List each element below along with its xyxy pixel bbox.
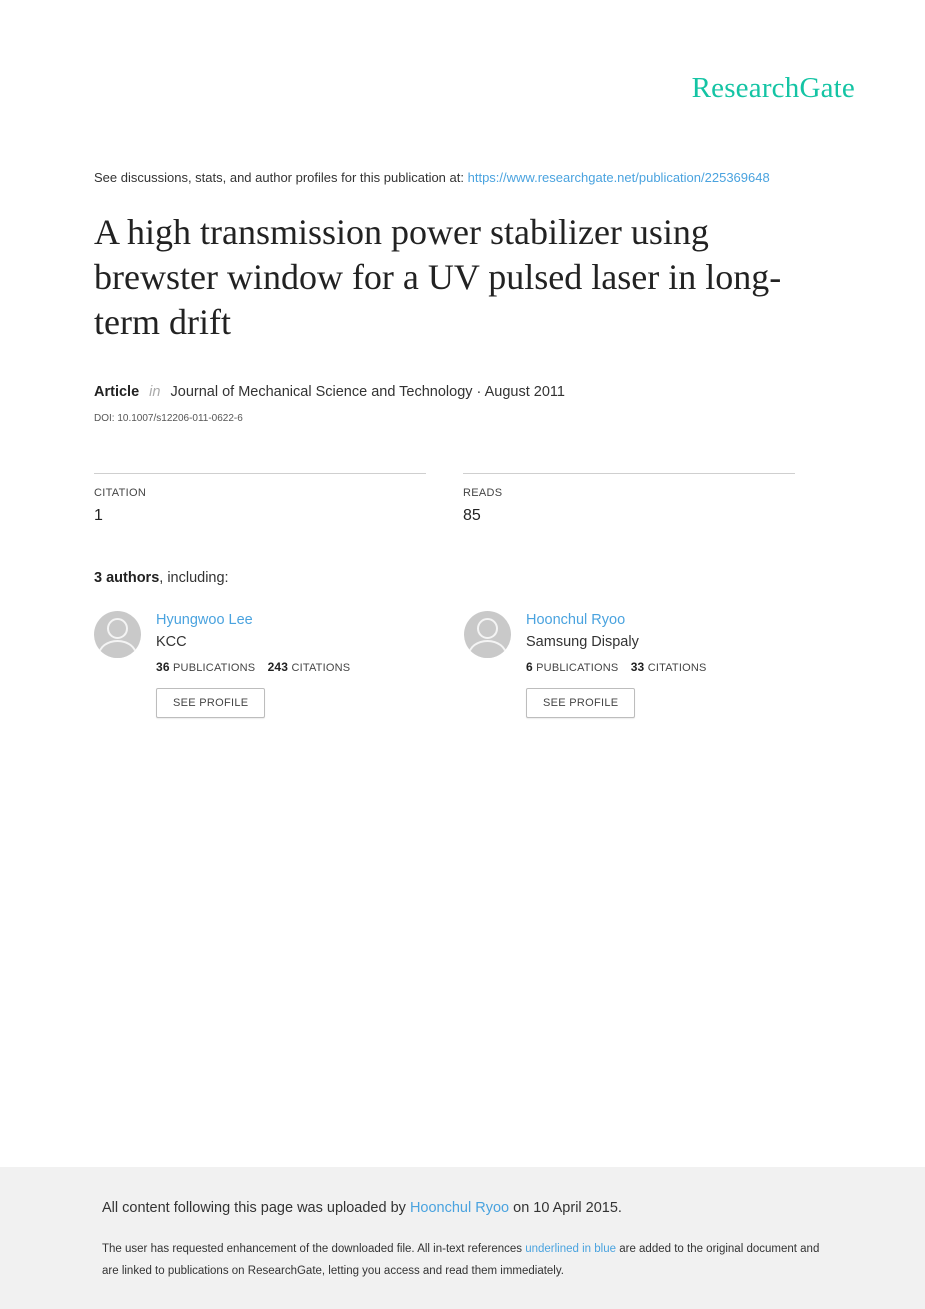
reads-value: 85 bbox=[463, 507, 481, 524]
citations-label: CITATIONS bbox=[647, 662, 707, 674]
reads-label: READS bbox=[463, 487, 503, 499]
authors-suffix: , including: bbox=[159, 570, 229, 586]
in-word: in bbox=[149, 384, 161, 400]
note-suffix: are added to the original document and are linked to publications on ResearchGate, letting you access and read them immediately. bbox=[102, 1243, 820, 1277]
publication-title: A high transmission power stabilizer using brewster window for a UV pulsed laser in long-term drift bbox=[94, 212, 782, 342]
publication-source-line bbox=[94, 170, 770, 185]
publications-label: PUBLICATIONS bbox=[536, 662, 619, 674]
citation-value: 1 bbox=[94, 507, 103, 524]
publications-count: 36 bbox=[156, 660, 170, 674]
author-name-link[interactable]: Hoonchul Ryoo bbox=[526, 612, 626, 628]
author-counts bbox=[526, 660, 796, 674]
note-prefix: The user has requested enhancement of the downloaded file. All in-text references bbox=[102, 1243, 523, 1255]
publication-url-link[interactable]: https://www.researchgate.net/publication/225369648 bbox=[467, 170, 770, 185]
uploaded-by-line bbox=[102, 1200, 622, 1216]
citation-stat bbox=[94, 473, 426, 525]
publications-label: PUBLICATIONS bbox=[173, 662, 256, 674]
author-name-link[interactable]: Hyungwoo Lee bbox=[156, 612, 253, 628]
uploader-link[interactable]: Hoonchul Ryoo bbox=[409, 1200, 510, 1216]
citation-label: CITATION bbox=[94, 487, 147, 499]
uploaded-prefix: All content following this page was uploaded by bbox=[102, 1200, 406, 1216]
authors-count: 3 authors bbox=[94, 570, 160, 586]
see-profile-button[interactable]: SEE PROFILE bbox=[156, 688, 265, 718]
citations-label: CITATIONS bbox=[291, 662, 351, 674]
author-institution: Samsung Dispaly bbox=[526, 634, 639, 650]
citations-count: 243 bbox=[267, 660, 289, 674]
avatar-icon[interactable] bbox=[94, 611, 141, 658]
see-text: See discussions, stats, and author profiles for this publication at: bbox=[94, 170, 464, 185]
enhancement-note bbox=[102, 1238, 832, 1282]
author-counts bbox=[156, 660, 426, 674]
authors-heading bbox=[94, 570, 229, 586]
reads-stat bbox=[463, 473, 795, 525]
doi: DOI: 10.1007/s12206-011-0622-6 bbox=[94, 413, 243, 424]
researchgate-logo[interactable]: ResearchGate bbox=[691, 72, 855, 104]
citations-count: 33 bbox=[630, 660, 645, 674]
underlined-link-example: underlined in blue bbox=[525, 1243, 617, 1255]
publications-count: 6 bbox=[526, 660, 533, 674]
journal-date: Journal of Mechanical Science and Technology · August 2011 bbox=[170, 384, 565, 400]
author-institution: KCC bbox=[156, 634, 187, 650]
publication-meta bbox=[94, 384, 565, 400]
footer-panel bbox=[0, 1167, 925, 1309]
avatar-icon[interactable] bbox=[464, 611, 511, 658]
see-profile-button[interactable]: SEE PROFILE bbox=[526, 688, 635, 718]
uploaded-suffix: on 10 April 2015. bbox=[513, 1200, 622, 1216]
publication-type: Article bbox=[94, 384, 140, 400]
